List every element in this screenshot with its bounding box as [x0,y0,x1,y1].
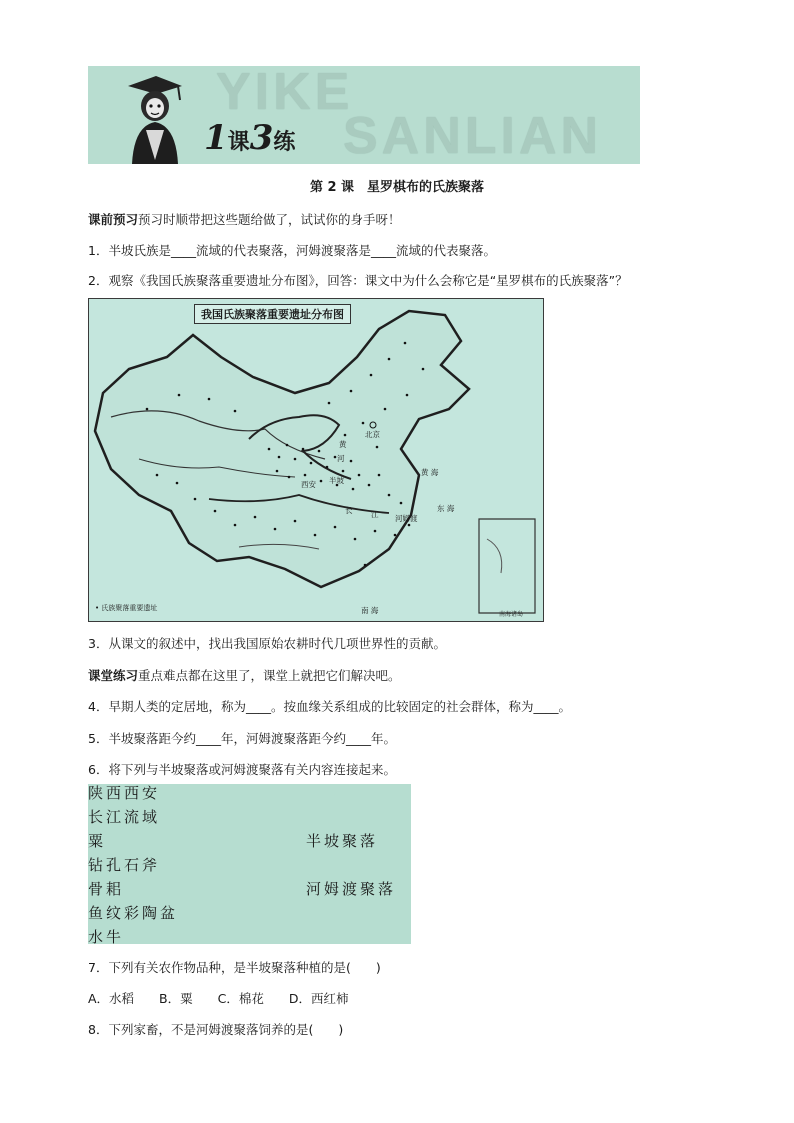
settlement-distribution-map [88,298,544,622]
map-label-banpo: 半坡 [329,476,344,485]
banner-text-sanlian: SANLIAN [343,107,603,164]
match-left-item: 鱼纹彩陶盆 [88,904,179,922]
question-3: 3．从课文的叙述中，找出我国原始农耕时代几项世界性的贡献。 [88,636,446,651]
question-5: 5．半坡聚落距今约____年，河姆渡聚落距今约____年。 [88,731,396,746]
map-title: 我国氏族聚落重要遗址分布图 [194,304,351,324]
map-label-xian: 西安 [301,480,316,489]
map-label-he: 河 [337,454,345,463]
match-left-item: 水牛 [88,928,125,946]
map-label-jiang: 江 [371,510,379,519]
map-label-hemudu: 河姆渡 [395,514,418,523]
section-intro: 预习时顺带把这些题给做了，试试你的身手呀！ [138,212,401,227]
section-practice [88,666,401,684]
map-label-nanhai: 南 海 [361,606,379,615]
match-left-item: 陕西西安 [88,784,161,802]
match-left-item: 钻孔石斧 [88,856,161,874]
china-map-outline-icon [89,299,543,621]
match-left-item: 骨耜 [88,880,125,898]
student-mascot-icon [118,70,188,164]
map-label-huang: 黄 [339,440,347,449]
question-2: 2．观察《我国氏族聚落重要遗址分布图》，回答：课文中为什么会称它是“星罗棋布的氏族聚落”？ [88,273,628,288]
question-6: 6．将下列与半坡聚落或河姆渡聚落有关内容连接起来。 [88,762,396,777]
question-1: 1．半坡氏族是____流域的代表聚落，河姆渡聚落是____流域的代表聚落。 [88,243,496,258]
map-label-huanghai: 黄 海 [421,468,439,477]
question-7-options: A．水稻 B．粟 C．棉花 D．西红柿 [88,991,349,1006]
match-left-item: 粟 [88,832,107,850]
section-label: 课堂练习 [88,668,139,683]
map-label-chang: 长 [345,506,353,515]
match-right-item: 河姆渡聚落 [306,880,397,898]
match-left-item: 长江流域 [88,808,161,826]
map-legend: • 氏族聚落重要遗址 [95,604,158,612]
matching-box [88,784,411,944]
question-4: 4．早期人类的定居地，称为____。按血缘关系组成的比较固定的社会群体，称为____。 [88,699,571,714]
lesson-title: 第 2 课 星罗棋布的氏族聚落 [309,180,485,195]
question-7: 7．下列有关农作物品种，是半坡聚落种植的是( ) [88,960,381,975]
match-right-item: 半坡聚落 [306,832,379,850]
map-label-donghai: 东 海 [437,504,455,513]
map-label-nanhai-islands: 南海诸岛 [499,611,524,618]
map-label-beijing: 北京 [365,430,380,439]
section-label: 课前预习 [88,212,139,227]
header-banner [88,66,640,164]
section-preview [88,210,401,228]
question-8: 8．下列家畜，不是河姆渡聚落饲养的是( ) [88,1022,344,1037]
section-intro: 重点难点都在这里了，课堂上就把它们解决吧。 [138,668,401,683]
brand-logo: 1课3练 [204,118,296,158]
banner-text-yike: YIKE [216,66,354,121]
